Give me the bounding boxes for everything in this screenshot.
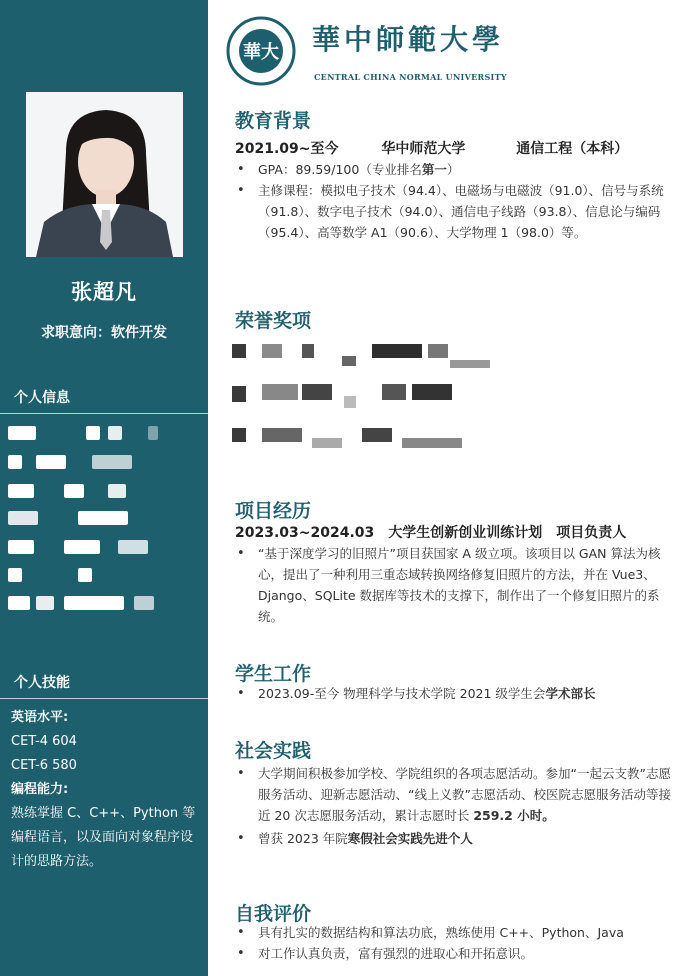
- skills-heading: 个人技能: [14, 675, 70, 691]
- personal-info-section: [0, 387, 208, 414]
- honors-heading: 荣誉奖项: [235, 310, 312, 332]
- candidate-name: 张超凡: [71, 280, 137, 304]
- student-work-heading: 学生工作: [235, 663, 312, 685]
- education-list: [235, 159, 680, 243]
- education-school: 华中师范大学: [381, 141, 466, 157]
- job-intent: 求职意向：软件开发: [41, 325, 167, 341]
- english-label: 英语水平:: [11, 710, 69, 725]
- list-item: • 曾获 2023 年院寒假社会实践先进个人: [235, 828, 680, 849]
- education-major: 通信工程（本科）: [516, 141, 629, 157]
- programming-label: 编程能力:: [11, 782, 69, 797]
- list-item: • 对工作认真负责，富有强烈的进取心和开拓意识。: [235, 943, 680, 964]
- list-item: • 2023.09-至今 物理科学与技术学院 2021 级学生会学术部长: [235, 683, 680, 704]
- main-content: [208, 0, 691, 976]
- self-evaluation-list: [235, 922, 680, 964]
- personal-info-heading: 个人信息: [14, 390, 70, 406]
- projects-list: [235, 543, 680, 627]
- redacted-honors: [232, 340, 502, 460]
- svg-text:華大: 華大: [243, 42, 279, 63]
- education-header: [235, 138, 628, 158]
- university-name-cn: 華中師範大學: [312, 23, 505, 56]
- list-item: • 具有扎实的数据结构和算法功底，熟练使用 C++、Python、Java: [235, 922, 680, 943]
- education-heading: 教育背景: [235, 110, 312, 132]
- section-divider: [0, 698, 208, 699]
- profile-photo: [26, 92, 183, 257]
- self-evaluation-heading: 自我评价: [235, 903, 312, 925]
- list-item: • GPA：89.59/100（专业排名第一）: [235, 159, 680, 180]
- cet6-score: CET-6 580: [11, 758, 77, 773]
- education-period: 2021.09~至今: [235, 141, 339, 157]
- student-work-list: [235, 683, 680, 704]
- university-name-en: CENTRAL CHINA NORMAL UNIVERSITY: [314, 72, 507, 82]
- skills-content: [11, 706, 203, 874]
- social-practice-list: [235, 763, 680, 849]
- list-item: • “基于深度学习的旧照片”项目获国家 A 级立项。该项目以 GAN 算法为核心，提出了一种利用三重态域转换网络修复旧照片的方法，并在 Vue3、Django、SQLite 数据库等技术的支撑下，制作出了一个修复旧照片的系统。: [235, 543, 680, 627]
- projects-heading: 项目经历: [235, 500, 312, 522]
- cet4-score: CET-4 604: [11, 734, 77, 749]
- social-practice-heading: 社会实践: [235, 740, 312, 762]
- list-item: • 大学期间积极参加学校、学院组织的各项志愿活动。参加“一起云支教”志愿服务活动、迎新志愿活动、“线上义教”志愿活动、校医院志愿服务活动等接近 20 次志愿服务活动，累计志愿时长 259.2 小时。: [235, 763, 680, 826]
- list-item: • 主修课程：模拟电子技术（94.4）、电磁场与电磁波（91.0）、信号与系统（91.8）、数字电子技术（94.0）、通信电子线路（93.8）、信息论与编码（95.4）、高等数学 A1（90.6）、大学物理 1（98.0）等。: [235, 180, 680, 243]
- skills-section: [0, 672, 208, 699]
- section-divider: [0, 413, 208, 414]
- project-header: 2023.03~2024.03 大学生创新创业训练计划 项目负责人: [235, 525, 627, 541]
- programming-desc: 熟练掌握 C、C++、Python 等编程语言，以及面向对象程序设计的思路方法。: [11, 806, 196, 869]
- sidebar: [0, 0, 208, 976]
- portrait-image: [26, 92, 183, 257]
